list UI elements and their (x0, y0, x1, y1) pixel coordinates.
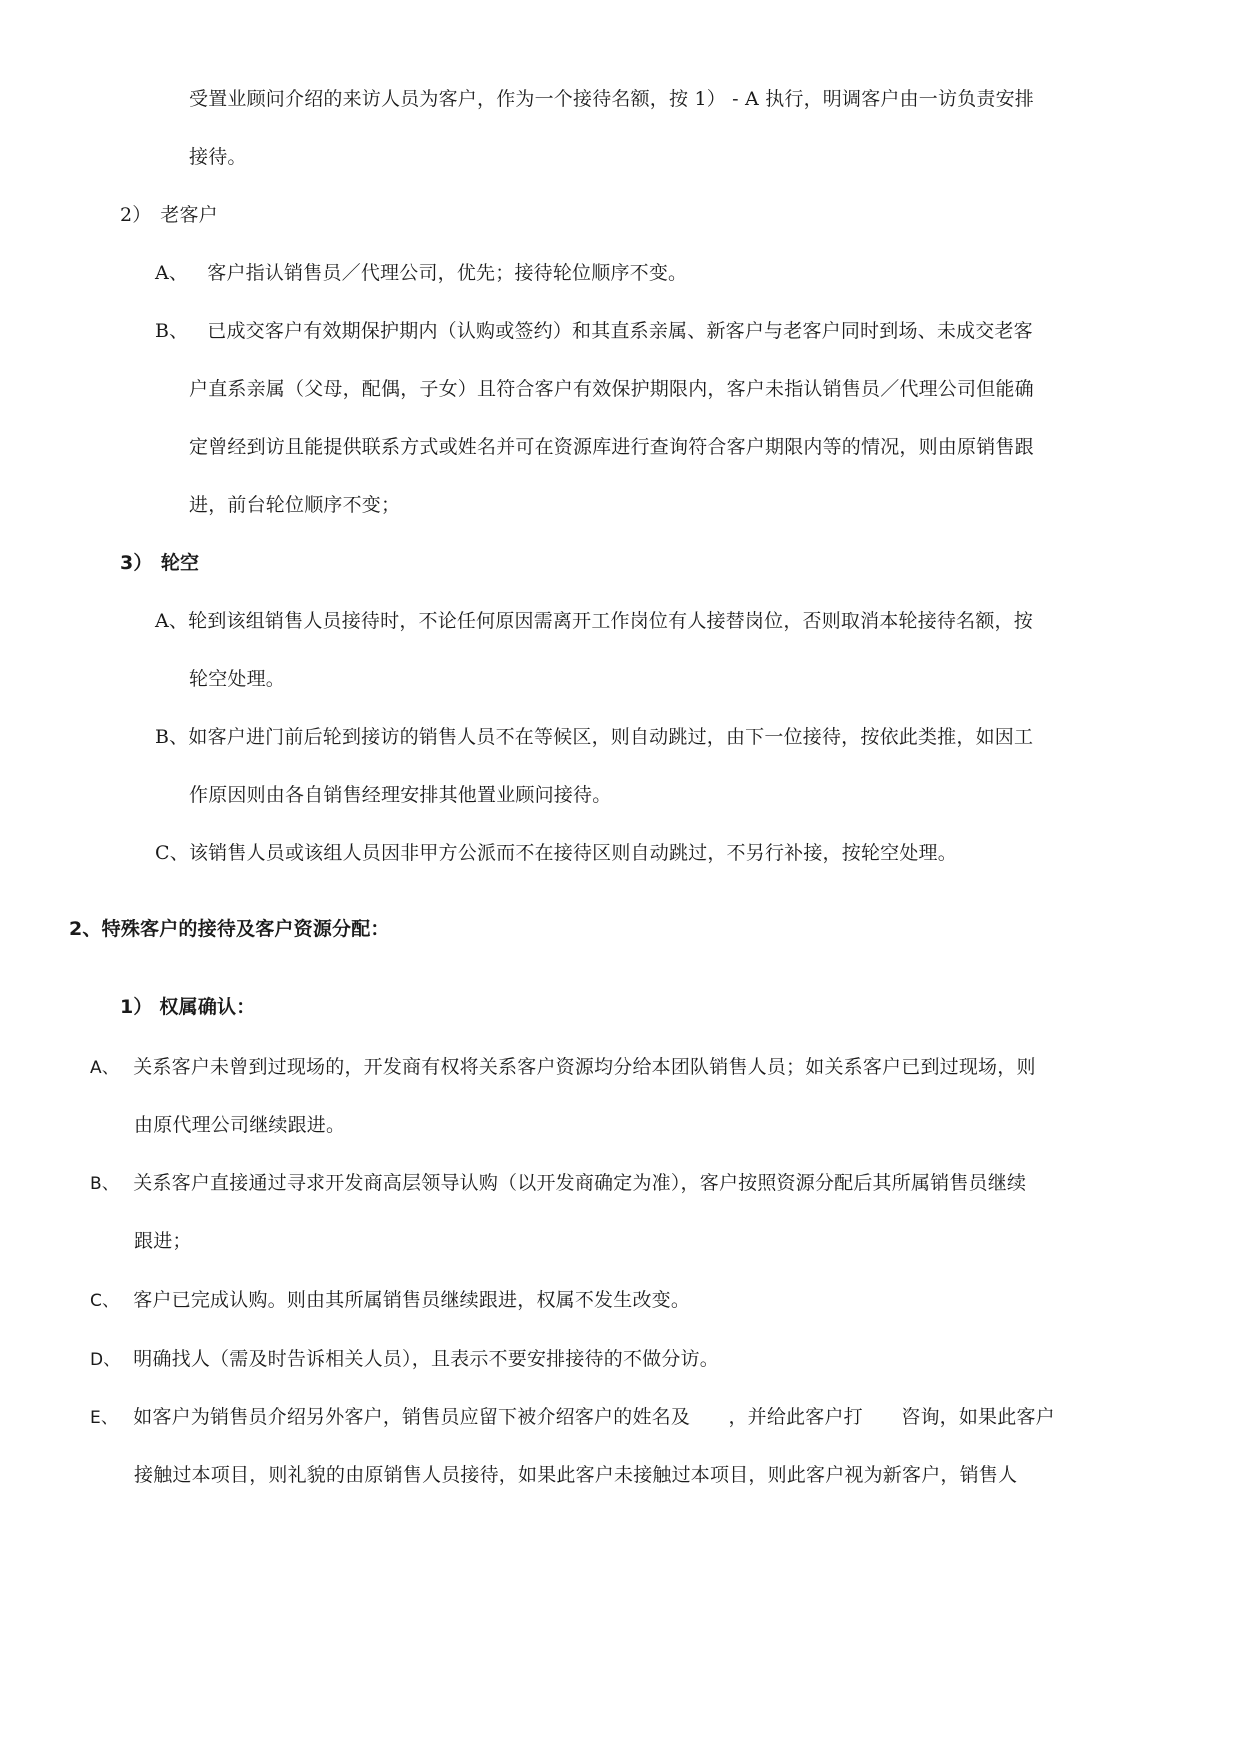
paragraph-line: 接待。 (189, 146, 247, 168)
subheading-ownership: 1） 权属确认： (120, 996, 256, 1018)
list-item-text: 客户指认销售员／代理公司，优先；接待轮位顺序不变。 (207, 262, 688, 284)
list-marker: A、 (155, 262, 189, 284)
list-item-text: 已成交客户有效期保护期内（认购或签约）和其直系亲属、新客户与老客户同时到场、未成交老客 (207, 320, 1033, 342)
list-item-d (90, 1346, 719, 1373)
list-item-text: 关系客户直接通过寻求开发商高层领导认购（以开发商确定为准），客户按照资源分配后其所属销售员继续 (133, 1172, 1027, 1194)
list-marker: C、 (90, 1291, 120, 1311)
list-item-text: 明确找人（需及时告诉相关人员），且表示不要安排接待的不做分访。 (133, 1348, 719, 1370)
list-item-a: A、轮到该组销售人员接待时，不论任何原因需离开工作岗位有人接替岗位，否则取消本轮接待名额，按 (155, 610, 1033, 632)
list-item-a (90, 1054, 1036, 1081)
list-item-b: B、如客户进门前后轮到接访的销售人员不在等候区，则自动跳过，由下一位接待，按依此类推，如因工 (155, 726, 1034, 748)
subheading-old-customers (120, 202, 218, 228)
list-item-text: 如客户为销售员介绍另外客户，销售员应留下被介绍客户的姓名及 ，并给此客户打 咨询，如果此客户 (133, 1406, 1055, 1428)
list-item-text: 关系客户未曾到过现场的，开发商有权将关系客户资源均分给本团队销售人员；如关系客户已到过现场，则 (133, 1056, 1036, 1078)
paragraph-line: 定曾经到访且能提供联系方式或姓名并可在资源库进行查询符合客户期限内等的情况，则由原销售跟 (189, 436, 1034, 458)
subheading-text: 老客户 (160, 204, 218, 226)
list-marker: B、 (90, 1174, 120, 1194)
list-marker: 3） (120, 552, 153, 574)
list-marker: A、 (90, 1058, 120, 1078)
list-marker: 2） (120, 204, 152, 226)
subheading-empty-turn (120, 550, 199, 576)
paragraph-line: 作原因则由各自销售经理安排其他置业顾问接待。 (189, 784, 612, 806)
paragraph-line: 户直系亲属（父母，配偶，子女）且符合客户有效保护期限内，客户未指认销售员／代理公司但能确 (189, 378, 1034, 400)
list-item-b (155, 318, 1033, 344)
list-item-c (90, 1287, 690, 1314)
list-marker: B、 (155, 320, 189, 342)
paragraph-line: 由原代理公司继续跟进。 (134, 1114, 346, 1136)
list-marker: E、 (90, 1408, 119, 1428)
paragraph-line: 轮空处理。 (189, 668, 286, 690)
section-heading: 2、特殊客户的接待及客户资源分配： (69, 918, 390, 940)
list-marker: D、 (90, 1350, 121, 1370)
list-item-a (155, 260, 687, 286)
list-item-e (90, 1404, 1055, 1431)
subheading-text: 轮空 (160, 552, 200, 574)
list-item-text: 客户已完成认购。则由其所属销售员继续跟进，权属不发生改变。 (133, 1289, 691, 1311)
paragraph-line: 受置业顾问介绍的来访人员为客户，作为一个接待名额，按 1） - A 执行，明调客户由一访负责安排 (189, 88, 1034, 110)
paragraph-line: 跟进； (134, 1230, 192, 1252)
paragraph-line: 接触过本项目，则礼貌的由原销售人员接待，如果此客户未接触过本项目，则此客户视为新客户，销售人 (134, 1464, 1018, 1486)
paragraph-line: 进，前台轮位顺序不变； (189, 494, 401, 516)
list-item-b (90, 1170, 1026, 1197)
list-item-c: C、该销售人员或该组人员因非甲方公派而不在接待区则自动跳过，不另行补接，按轮空处理。 (155, 842, 957, 864)
